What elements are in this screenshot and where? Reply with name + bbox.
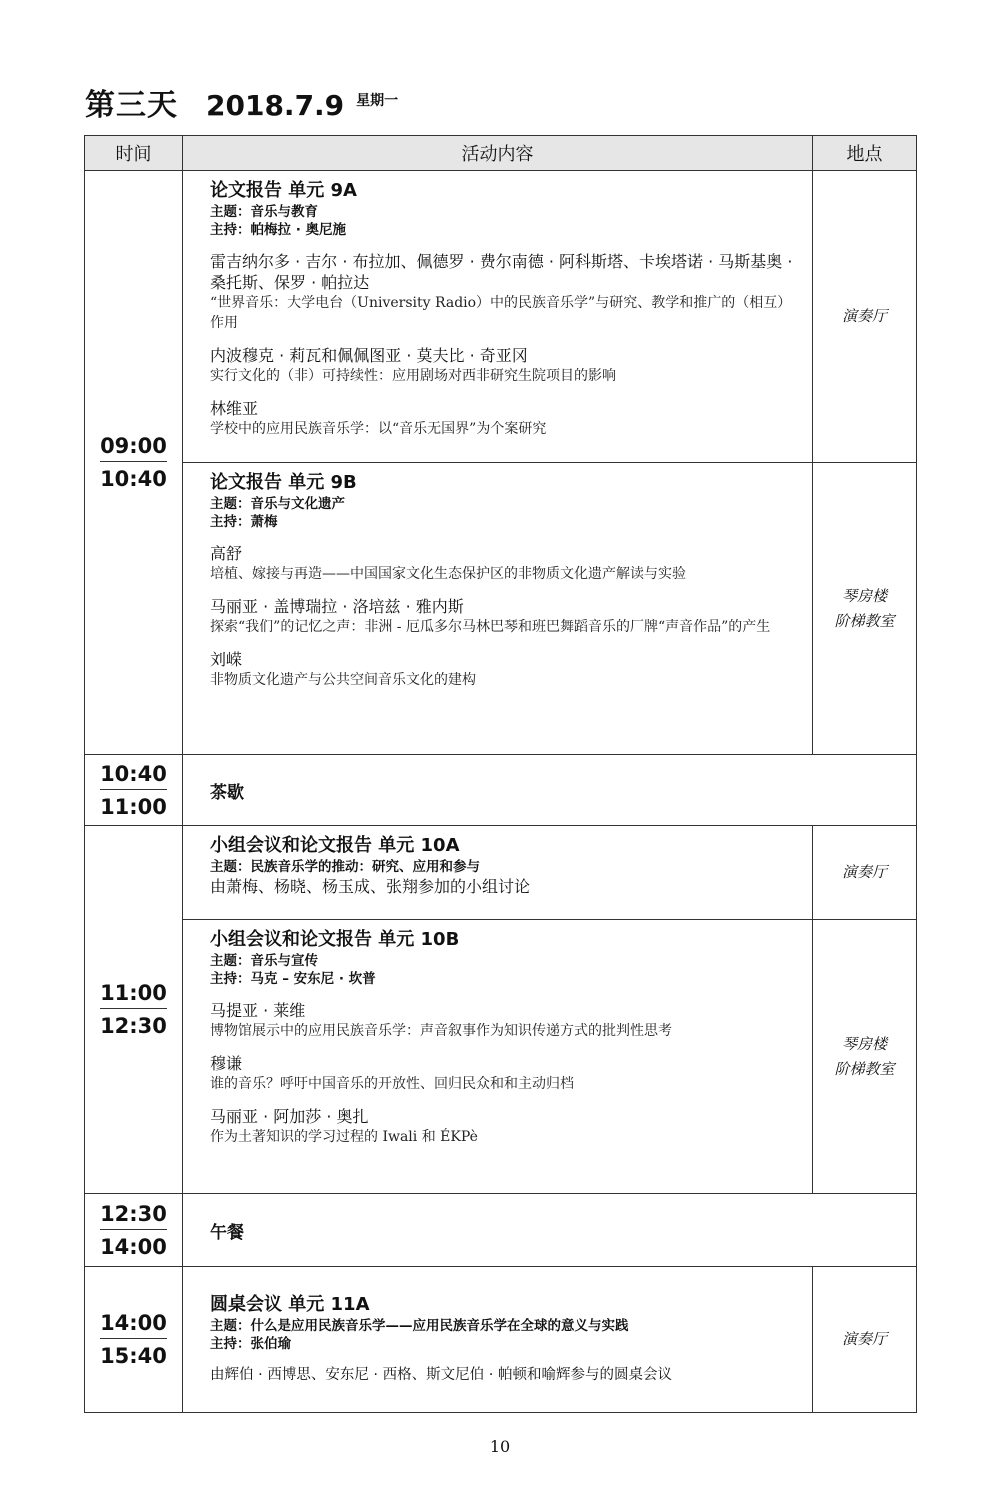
break-label: 午餐: [183, 1194, 917, 1267]
start-time: 14:00: [100, 1311, 167, 1335]
day-heading: [85, 80, 398, 124]
start-time: 09:00: [100, 434, 167, 458]
presenter: 雷吉纳尔多 · 吉尔 · 布拉加、佩德罗 · 费尔南德 · 阿科斯塔、卡埃塔诺 · 马斯基奥 · 桑托斯、保罗 · 帕拉达: [210, 252, 793, 292]
header-time: 时间: [85, 136, 183, 171]
location-cell: [813, 826, 917, 920]
presentation: [210, 1053, 802, 1094]
end-time: 12:30: [100, 1008, 167, 1041]
location-room: 阶梯教室: [834, 1059, 895, 1078]
paper-title: 学校中的应用民族音乐学：以“音乐无国界”为个案研究: [210, 421, 547, 437]
presenter: 马提亚 · 莱维: [210, 1001, 306, 1020]
location-cell: [813, 920, 917, 1194]
paper-title: “世界音乐：大学电台（University Radio）中的民族音乐学”与研究、教学和推广的（相互）作用: [210, 295, 792, 331]
session-10a: [183, 826, 813, 920]
break-label: 茶歇: [183, 755, 917, 826]
presentation: [210, 596, 802, 637]
session-title: 论文报告 单元 9B: [210, 472, 357, 493]
header-location: 地点: [813, 136, 917, 171]
location-cell: [813, 1267, 917, 1413]
presenter: 马丽亚 · 阿加莎 · 奥扎: [210, 1107, 369, 1126]
presenter: 高舒: [210, 544, 243, 563]
session-title: 小组会议和论文报告 单元 10B: [210, 929, 460, 950]
presenter: 穆谦: [210, 1054, 243, 1073]
paper-title: 作为土著知识的学习过程的 Iwali 和 ÉKPè: [210, 1129, 478, 1145]
presentation: [210, 251, 802, 333]
location-name: 演奏厅: [841, 863, 887, 881]
end-time: 15:40: [100, 1338, 167, 1371]
session-10b: [183, 920, 813, 1194]
session-9b: [183, 463, 813, 755]
table-row: [85, 171, 917, 463]
session-theme: 主题：音乐与文化遗产: [210, 496, 345, 512]
location-cell: [813, 171, 917, 463]
table-row: [85, 463, 917, 755]
presentation: [210, 1000, 802, 1041]
presenter: 林维亚: [210, 399, 259, 418]
paper-title: 非物质文化遗产与公共空间音乐文化的建构: [210, 672, 476, 688]
paper-title: 博物馆展示中的应用民族音乐学：声音叙事作为知识传递方式的批判性思考: [210, 1023, 672, 1039]
location-room: 阶梯教室: [834, 611, 895, 630]
table-row: [85, 755, 917, 826]
paper-title: 探索“我们”的记忆之声：非洲 - 厄瓜多尔马林巴琴和班巴舞蹈音乐的厂牌“声音作品”的产生: [210, 619, 771, 635]
day-label: 第三天: [85, 88, 178, 123]
weekday-label: 星期一: [356, 93, 399, 109]
time-cell: [85, 826, 183, 1194]
paper-title: 培植、嫁接与再造——中国国家文化生态保护区的非物质文化遗产解读与实验: [210, 566, 686, 582]
time-cell: [85, 1267, 183, 1413]
schedule-table: [84, 135, 917, 1413]
presentation: [210, 1106, 802, 1147]
table-row: [85, 920, 917, 1194]
table-header-row: [85, 136, 917, 171]
time-cell: [85, 1194, 183, 1267]
end-time: 14:00: [100, 1229, 167, 1262]
paper-title: 谁的音乐？呼吁中国音乐的开放性、回归民众和和主动归档: [210, 1076, 574, 1092]
end-time: 10:40: [100, 461, 167, 494]
session-title: 小组会议和论文报告 单元 10A: [210, 835, 460, 856]
start-time: 12:30: [100, 1201, 167, 1226]
session-theme: 主题：音乐与宣传: [210, 953, 318, 969]
start-time: 11:00: [100, 981, 167, 1005]
table-row: [85, 826, 917, 920]
location-name: 演奏厅: [841, 1330, 887, 1348]
presentation: [210, 649, 802, 690]
presentation: [210, 543, 802, 584]
location-cell: [813, 463, 917, 755]
table-row: [85, 1194, 917, 1267]
session-theme: 主题：音乐与教育: [210, 204, 318, 220]
session-note: 由萧梅、杨晓、杨玉成、张翔参加的小组讨论: [210, 877, 531, 896]
presentation: [210, 398, 802, 439]
session-chair: 主持：帕梅拉 · 奥尼施: [210, 222, 347, 238]
session-11a: [183, 1267, 813, 1413]
presenter: 马丽亚 · 盖博瑞拉 · 洛培兹 · 雅内斯: [210, 597, 464, 616]
session-chair: 主持：萧梅: [210, 514, 278, 530]
header-content: 活动内容: [183, 136, 813, 171]
session-9a: [183, 171, 813, 463]
page-number: 10: [489, 1437, 511, 1456]
session-theme: 主题：民族音乐学的推动：研究、应用和参与: [210, 859, 480, 875]
location-name: 琴房楼: [841, 586, 887, 605]
start-time: 10:40: [100, 761, 167, 786]
location-name: 琴房楼: [841, 1034, 887, 1053]
session-note: 由辉伯 · 西博思、安东尼 · 西格、斯文尼伯 · 帕顿和喻辉参与的圆桌会议: [210, 1367, 672, 1383]
session-title: 论文报告 单元 9A: [210, 180, 357, 201]
presenter: 内波穆克 · 莉瓦和佩佩图亚 · 莫夫比 · 奇亚冈: [210, 346, 528, 365]
presentation: [210, 345, 802, 386]
end-time: 11:00: [100, 789, 167, 822]
paper-title: 实行文化的（非）可持续性：应用剧场对西非研究生院项目的影响: [210, 368, 616, 384]
session-chair: 主持：张伯瑜: [210, 1336, 291, 1352]
time-cell: [85, 171, 183, 755]
location-name: 演奏厅: [841, 307, 887, 325]
date-label: 2018.7.9: [206, 89, 345, 122]
time-cell: [85, 755, 183, 826]
session-title: 圆桌会议 单元 11A: [210, 1294, 370, 1315]
table-row: [85, 1267, 917, 1413]
session-chair: 主持：马克 – 安东尼 · 坎普: [210, 971, 376, 987]
session-theme: 主题：什么是应用民族音乐学——应用民族音乐学在全球的意义与实践: [210, 1318, 629, 1334]
presenter: 刘嵘: [210, 650, 243, 669]
